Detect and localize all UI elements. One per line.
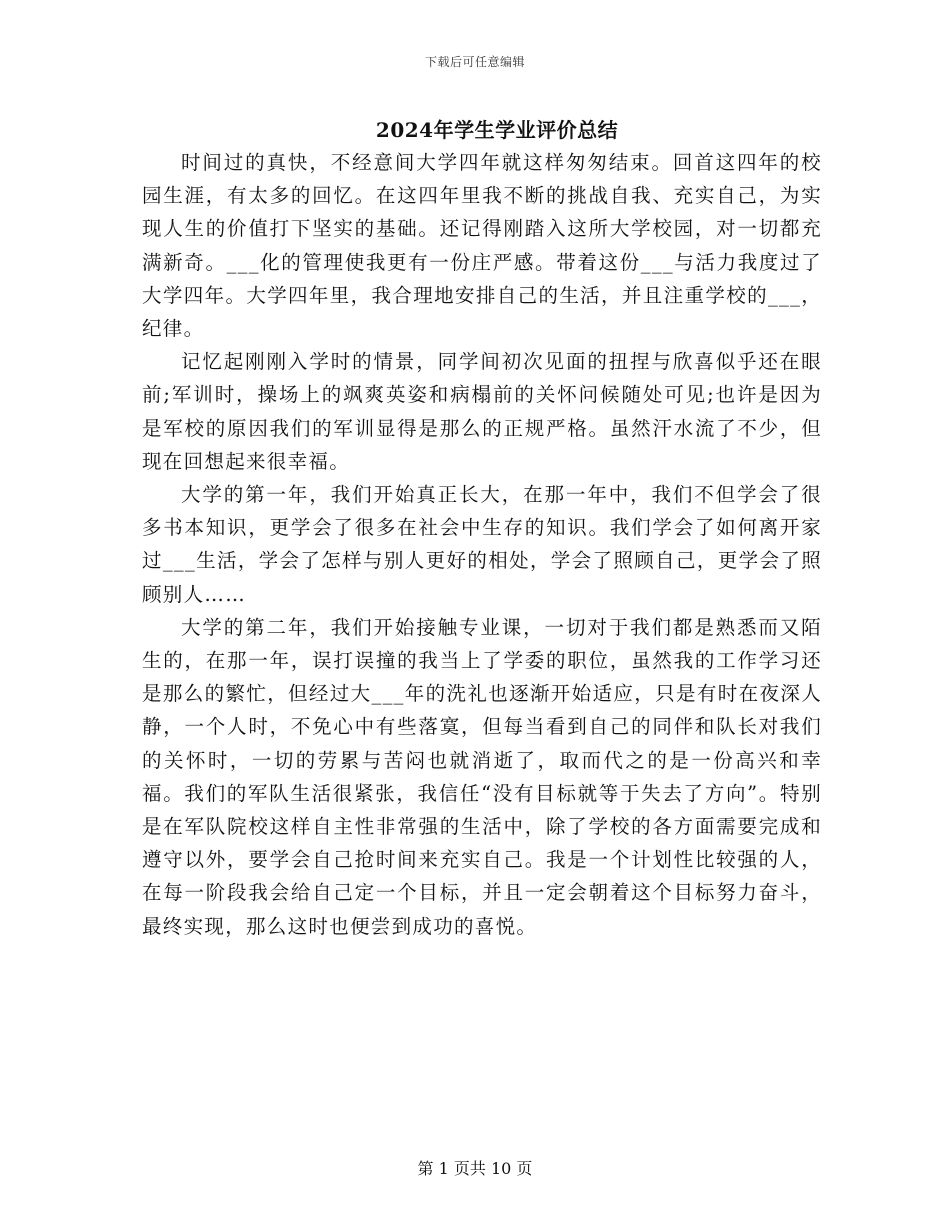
page-number-footer: 第 1 页共 10 页 [417,1159,533,1178]
paragraph-1: 时间过的真快，不经意间大学四年就这样匆匆结束。回首这四年的校园生涯，有太多的回忆。在这四年里我不断的挑战自我、充实自己，为实现人生的价值打下坚实的基础。还记得刚踏入这所大学校园，对一切都充满新奇。___化的管理使我更有一份庄严感。带着这份___与活力我度过了大学四年。大学四年里，我合理地安排自己的生活，并且注重学校的___，纪律。 [142,151,822,341]
document-title: 2024年学生学业评价总结 [375,118,619,142]
header-note: 下载后可任意编辑 [424,55,525,69]
paragraph-4: 大学的第二年，我们开始接触专业课，一切对于我们都是熟悉而又陌生的，在那一年，误打误撞的我当上了学委的职位，虽然我的工作学习还是那么的繁忙，但经过大___年的洗礼也逐渐开始适应，只是有时在夜深人静，一个人时，不免心中有些落寞，但每当看到自己的同伴和队长对我们的关怀时，一切的劳累与苦闷也就消逝了，取而代之的是一份高兴和幸福。我们的军队生活很紧张，我信任“没有目标就等于失去了方向”。特别是在军队院校这样自主性非常强的生活中，除了学校的各方面需要完成和遵守以外，要学会自己抢时间来充实自己。我是一个计划性比较强的人，在每一阶段我会给自己定一个目标，并且一定会朝着这个目标努力奋斗，最终实现，那么这时也便尝到成功的喜悦。 [142,615,822,938]
document-body [142,146,822,943]
paragraph-2: 记忆起刚刚入学时的情景，同学间初次见面的扭捏与欣喜似乎还在眼前;军训时，操场上的飒爽英姿和病榻前的关怀问候随处可见;也许是因为是军校的原因我们的军训显得是那么的正规严格。虽然汗水流了不少，但现在回想起来很幸福。 [142,350,822,473]
paragraph-3: 大学的第一年，我们开始真正长大，在那一年中，我们不但学会了很多书本知识，更学会了很多在社会中生存的知识。我们学会了如何离开家过___生活，学会了怎样与别人更好的相处，学会了照顾自己，更学会了照顾别人…… [142,483,822,606]
